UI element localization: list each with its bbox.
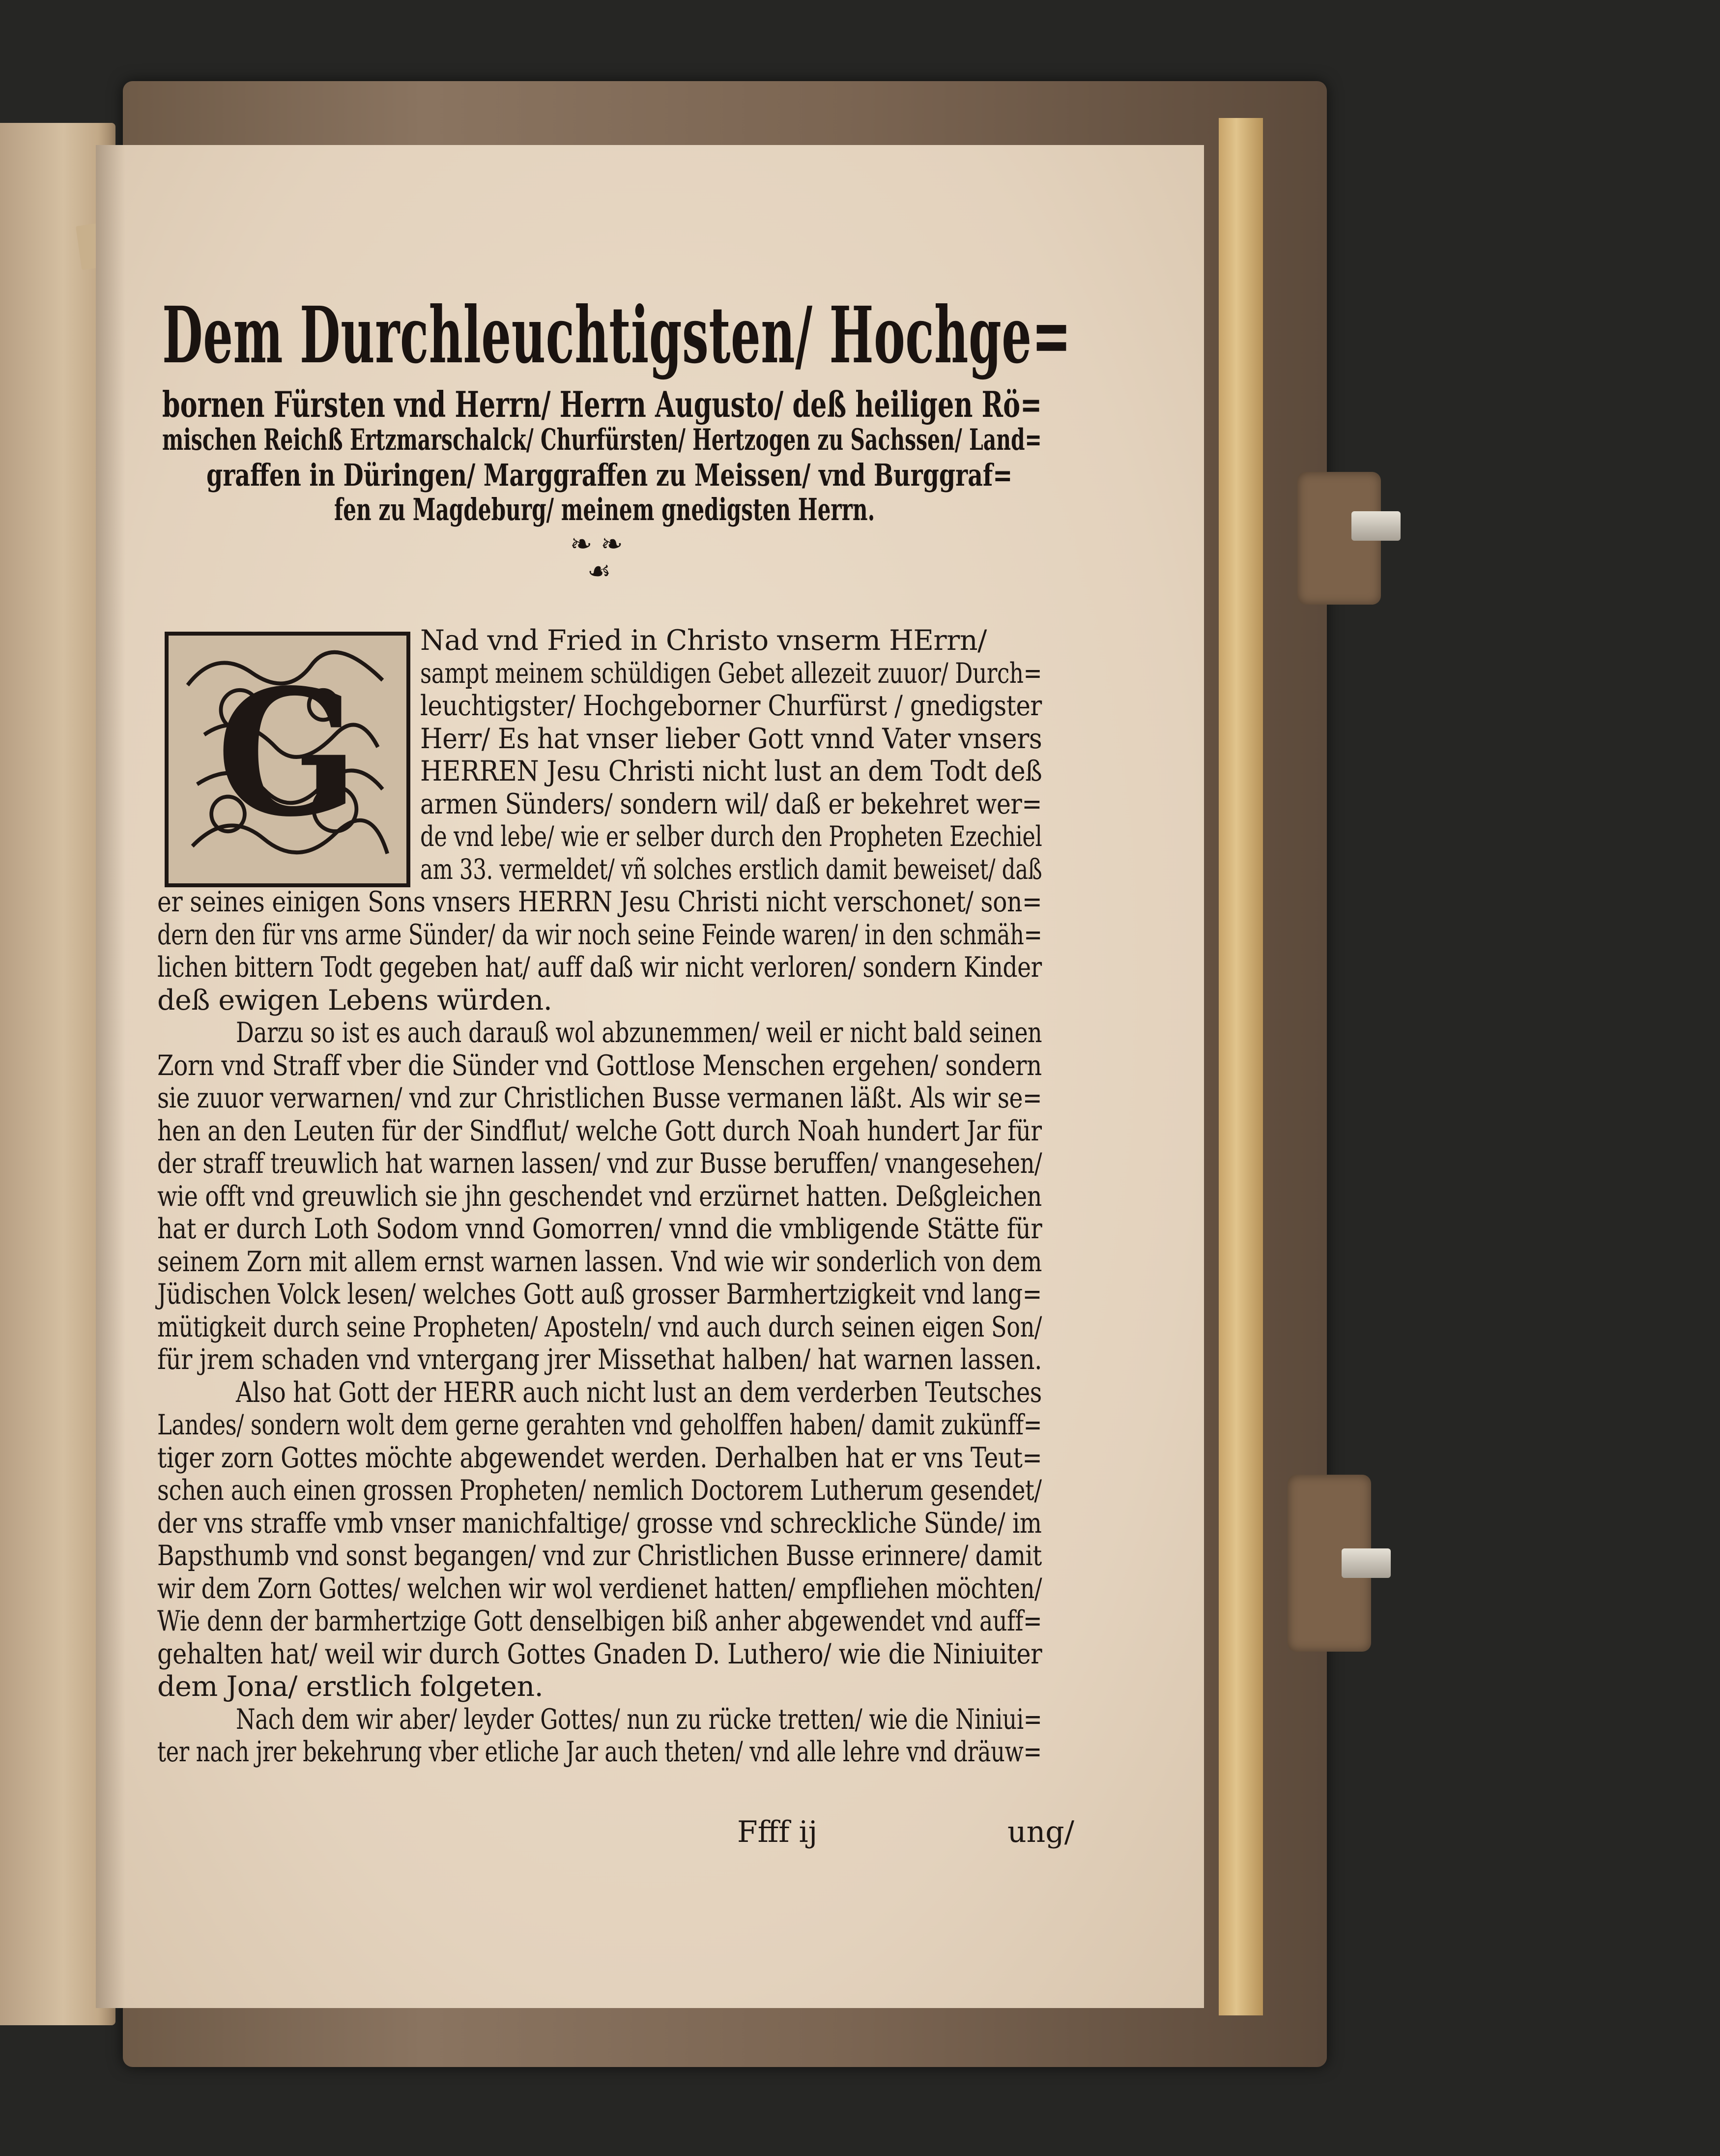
body-line: am 33. vermeldet/ vñ solches erstlich damit beweiset/ daß	[420, 853, 1042, 886]
body-line: Bapsthumb vnd sonst begangen/ vnd zur Christlichen Busse erinnere/ damit	[157, 1540, 1042, 1572]
body-line: wir dem Zorn Gottes/ welchen wir wol verdienet hatten/ empfliehen möchten/	[157, 1572, 1042, 1605]
body-line: leuchtigster/ Hochgeborner Churfürst / gnedigster	[420, 690, 1042, 722]
body-line: ter nach jrer bekehrung vber etliche Jar auch theten/ vnd alle lehre vnd dräuw=	[157, 1736, 1042, 1768]
gutter-shadow	[96, 145, 125, 2008]
body-line: deß ewigen Lebens würden.	[157, 984, 552, 1017]
clasp-metal-upper	[1351, 511, 1401, 541]
body-line: dem Jona/ erstlich folgeten.	[157, 1670, 544, 1703]
body-line: HERREN Jesu Christi nicht lust an dem Todt deß	[420, 755, 1042, 787]
body-line: Zorn vnd Straff vber die Sünder vnd Gottlose Menschen ergehen/ sondern	[157, 1049, 1042, 1082]
body-line: lichen bittern Todt gegeben hat/ auff daß wir nicht verloren/ sondern Kinder	[157, 951, 1042, 984]
catchword: ung/	[1007, 1815, 1074, 1849]
body-line: tiger zorn Gottes möchte abgewendet werden. Derhalben hat er vns Teut=	[157, 1441, 1042, 1474]
body-line: Herr/ Es hat vnser lieber Gott vnnd Vater vnsers	[420, 722, 1042, 755]
body-line: Landes/ sondern wolt dem gerne gerahten vnd geholffen haben/ damit zukünff=	[157, 1409, 1042, 1441]
clasp-lower	[1288, 1475, 1371, 1652]
heading-line-4: graffen in Düringen/ Marggraffen zu Meissen/ vnd Burggraf=	[206, 457, 1013, 493]
decorated-initial	[165, 632, 410, 887]
body-line: für jrem schaden vnd vntergang jrer Missethat halben/ hat warnen lassen.	[157, 1343, 1042, 1376]
body-line: dern den für vns arme Sünder/ da wir noch seine Feinde waren/ in den schmäh=	[157, 918, 1042, 951]
initial-letter: G	[216, 651, 359, 855]
gilt-page-edges	[1219, 118, 1263, 2015]
heading-line-3: mischen Reichß Ertzmarschalck/ Churfürsten/ Hertzogen zu Sachssen/ Land=	[162, 423, 1042, 457]
body-line: Also hat Gott der HERR auch nicht lust an dem verderben Teutsches	[236, 1376, 1042, 1409]
clasp-upper	[1297, 472, 1381, 605]
signature-mark: Ffff ij	[737, 1815, 818, 1849]
body-line: Jüdischen Volck lesen/ welches Gott auß grosser Barmhertzigkeit vnd lang=	[157, 1278, 1042, 1311]
body-line: de vnd lebe/ wie er selber durch den Propheten Ezechiel	[420, 820, 1042, 853]
heading-line-5: fen zu Magdeburg/ meinem gnedigsten Herrn.	[334, 492, 875, 527]
body-line: Nach dem wir aber/ leyder Gottes/ nun zu rücke tretten/ wie die Niniui=	[236, 1703, 1042, 1736]
body-line: der straff treuwlich hat warnen lassen/ vnd zur Busse beruffen/ vnangesehen/	[157, 1147, 1042, 1180]
body-line: der vns straffe vmb vnser manichfaltige/ grosse vnd schreckliche Sünde/ im	[157, 1507, 1042, 1540]
body-line: sampt meinem schüldigen Gebet allezeit zuuor/ Durch=	[420, 657, 1042, 690]
body-line: wie offt vnd greuwlich sie jhn geschendet vnd erzürnet hatten. Deßgleichen	[157, 1180, 1042, 1213]
body-line: hen an den Leuten für der Sindflut/ welche Gott durch Noah hundert Jar für	[157, 1114, 1042, 1147]
ornament-small: ☙	[587, 555, 611, 586]
body-line: mütigkeit durch seine Propheten/ Aposteln/ vnd auch durch seinen eigen Son/	[157, 1311, 1042, 1343]
heading-line-2: bornen Fürsten vnd Herrn/ Herrn Augusto/ deß heiligen Rö=	[162, 383, 1042, 425]
body-line: seinem Zorn mit allem ernst warnen lassen. Vnd wie wir sonderlich von dem	[157, 1245, 1042, 1278]
body-line: er seines einigen Sons vnsers HERRN Jesu Christi nicht verschonet/ son=	[157, 886, 1042, 918]
body-line: sie zuuor verwarnen/ vnd zur Christlichen Busse vermanen läßt. Als wir se=	[157, 1082, 1042, 1114]
body-line: gehalten hat/ weil wir durch Gottes Gnaden D. Luthero/ wie die Niniuiter	[157, 1637, 1042, 1670]
heading-line-1: Dem Durchleuchtigsten/ Hochge=	[162, 290, 1072, 381]
body-line: schen auch einen grossen Propheten/ nemlich Doctorem Lutherum gesendet/	[157, 1474, 1042, 1507]
body-line: Wie denn der barmhertzige Gott denselbigen biß anher abgewendet vnd auff=	[157, 1605, 1042, 1637]
body-line: armen Sünders/ sondern wil/ daß er bekehret wer=	[420, 787, 1042, 820]
initial-ornament-icon	[169, 636, 406, 883]
body-line: Nad vnd Fried in Christo vnserm HErrn/	[420, 624, 987, 657]
body-line: Darzu so ist es auch darauß wol abzunemmen/ weil er nicht bald seinen	[236, 1017, 1042, 1049]
ornament-fleurons: ❧ ❧	[570, 528, 623, 559]
clasp-metal-lower	[1342, 1548, 1391, 1578]
body-line: hat er durch Loth Sodom vnnd Gomorren/ vnnd die vmbligende Stätte für	[157, 1213, 1042, 1245]
